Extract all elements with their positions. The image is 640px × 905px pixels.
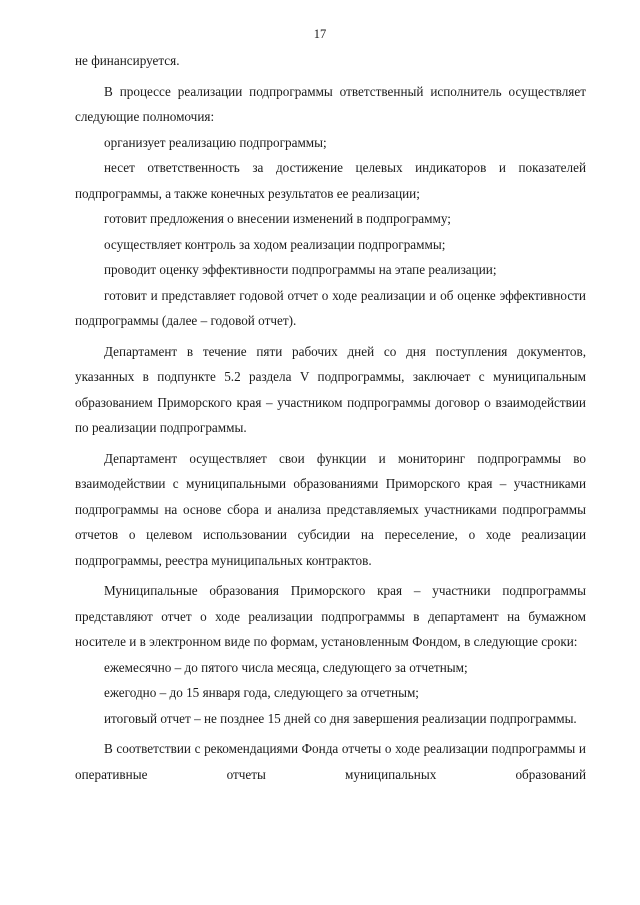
list-item-responsibility: несет ответственность за достижение целевых индикаторов и показателей подпрограммы, а также конечных результатов ее реализации; bbox=[75, 160, 586, 201]
list-item-annually: ежегодно – до 15 января года, следующего за отчетным; bbox=[104, 685, 419, 700]
document-body bbox=[75, 48, 586, 787]
list-item-annual-report: готовит и представляет годовой отчет о ходе реализации и об оценке эффективности подпрограммы (далее – годовой отчет). bbox=[75, 287, 586, 328]
list-item-final-report: итоговый отчет – не позднее 15 дней со дня завершения реализации подпрограммы. bbox=[104, 710, 577, 726]
paragraph-fund-recommendations: В соответствии с рекомендациями Фонда отчеты о ходе реализации подпрограммы и оперативные отчеты муниципальных образований bbox=[75, 741, 586, 782]
list-item-proposals: готовит предложения о внесении изменений в подпрограмму; bbox=[104, 211, 451, 226]
list-item-evaluation: проводит оценку эффективности подпрограммы на этапе реализации; bbox=[104, 262, 497, 277]
list-item-control: осуществляет контроль за ходом реализации подпрограммы; bbox=[104, 236, 446, 252]
page-number: 17 bbox=[313, 27, 327, 41]
list-item-monthly: ежемесячно – до пятого числа месяца, следующего за отчетным; bbox=[104, 659, 468, 675]
paragraph-department-monitoring: Департамент осуществляет свои функции и мониторинг подпрограммы во взаимодействии с муниципальными образованиями Приморского края – участниками подпрограммы на основе сбора и анализа представляемых участниками подпрограммы отчетов о целевом использовании субсидии на переселение, о ходе реализации подпрограммы, реестра муниципальных контрактов. bbox=[75, 450, 586, 568]
paragraph-department-agreement: Департамент в течение пяти рабочих дней со дня поступления документов, указанных в подпункте 5.2 раздела V подпрограммы, заключает с муниципальным образованием Приморского края – участником подпрограммы договор о взаимодействии по реализации подпрограммы. bbox=[75, 343, 586, 435]
paragraph-1: не финансируется. bbox=[75, 53, 180, 68]
list-item-organizes: организует реализацию подпрограммы; bbox=[104, 134, 327, 150]
paragraph-2: В процессе реализации подпрограммы ответственный исполнитель осуществляет следующие полномочия: bbox=[75, 83, 586, 124]
paragraph-municipal-reports: Муниципальные образования Приморского края – участники подпрограммы представляют отчет о ходе реализации подпрограммы в департамент на бумажном носителе и в электронном виде по формам, установленным Фондом, в следующие сроки: bbox=[75, 583, 586, 649]
